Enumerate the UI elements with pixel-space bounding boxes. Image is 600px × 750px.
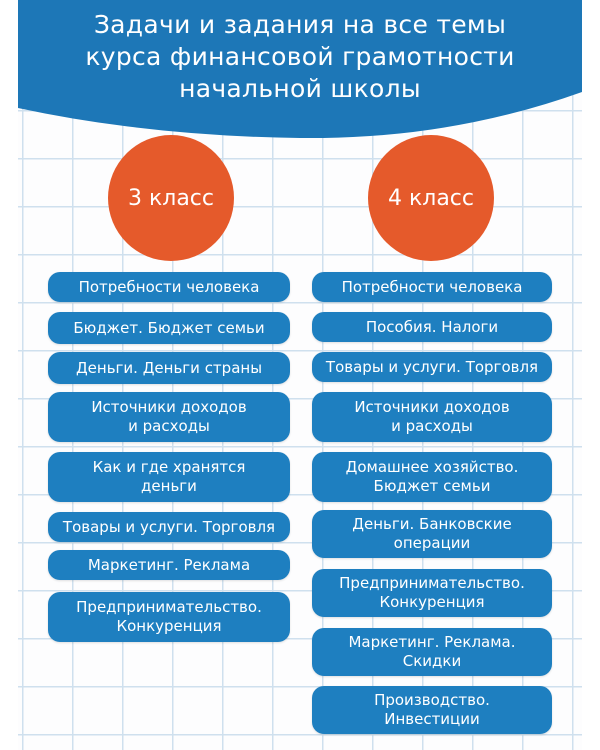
- topic-text: Инвестиции: [384, 710, 480, 728]
- topic-pill: [48, 392, 290, 442]
- topic-text: Товары и услуги. Торговля: [62, 517, 276, 536]
- topic-text: Источники доходов: [354, 398, 510, 416]
- topic-text: Скидки: [402, 652, 462, 670]
- topic-text: Как и где хранятся: [92, 458, 246, 476]
- topic-text: Производство.: [374, 691, 490, 709]
- topic-text: Потребности человека: [78, 277, 260, 296]
- topic-text: Домашнее хозяйство.: [345, 458, 519, 476]
- topic-pill: [48, 272, 290, 302]
- topic-pill: [312, 272, 552, 302]
- topic-pill: [48, 512, 290, 542]
- topic-text: Маркетинг. Реклама.: [348, 633, 516, 651]
- topic-pill: [312, 510, 552, 558]
- topic-text: Предпринимательство.: [339, 574, 525, 592]
- topic-text: Предпринимательство.: [76, 598, 262, 616]
- title-line: начальной школы: [179, 74, 421, 103]
- topic-text: Источники доходов: [91, 398, 247, 416]
- topic-pill: [312, 312, 552, 342]
- header-banner: [18, 0, 582, 138]
- title-line: курса финансовой грамотности: [85, 42, 515, 71]
- topic-pill: [312, 392, 552, 442]
- topic-text: Деньги. Деньги страны: [75, 358, 263, 377]
- topic-pill: [312, 452, 552, 502]
- topic-text: Бюджет семьи: [373, 477, 491, 495]
- topic-pill: [312, 569, 552, 617]
- topic-text: Деньги. Банковские: [352, 515, 512, 533]
- topic-pill: [48, 452, 290, 502]
- title-line: Задачи и задания на все темы: [93, 10, 507, 39]
- topic-text: Конкуренция: [116, 617, 222, 635]
- grade-4-label: 4 класс: [387, 185, 474, 211]
- topic-text: Товары и услуги. Торговля: [325, 357, 539, 376]
- topic-pill: [48, 550, 290, 580]
- topic-pill: [312, 686, 552, 734]
- topic-pill: [312, 352, 552, 382]
- topic-text: Пособия. Налоги: [365, 317, 499, 336]
- topic-text: деньги: [141, 477, 197, 495]
- page-title: [18, 9, 582, 105]
- topic-text: и расходы: [391, 417, 473, 435]
- topic-pill: [312, 628, 552, 676]
- topic-text: Конкуренция: [379, 593, 485, 611]
- topic-text: Маркетинг. Реклама: [87, 555, 251, 574]
- topic-text: и расходы: [128, 417, 210, 435]
- grade-4-badge: [368, 135, 494, 261]
- topic-pill: [48, 312, 290, 344]
- topic-pill: [48, 592, 290, 642]
- topic-text: Потребности человека: [341, 277, 523, 296]
- grade-3-badge: [108, 135, 234, 261]
- topic-pill: [48, 352, 290, 384]
- topic-text: Бюджет. Бюджет семьи: [73, 318, 265, 337]
- topic-text: операции: [393, 534, 471, 552]
- grade-3-label: 3 класс: [127, 185, 214, 211]
